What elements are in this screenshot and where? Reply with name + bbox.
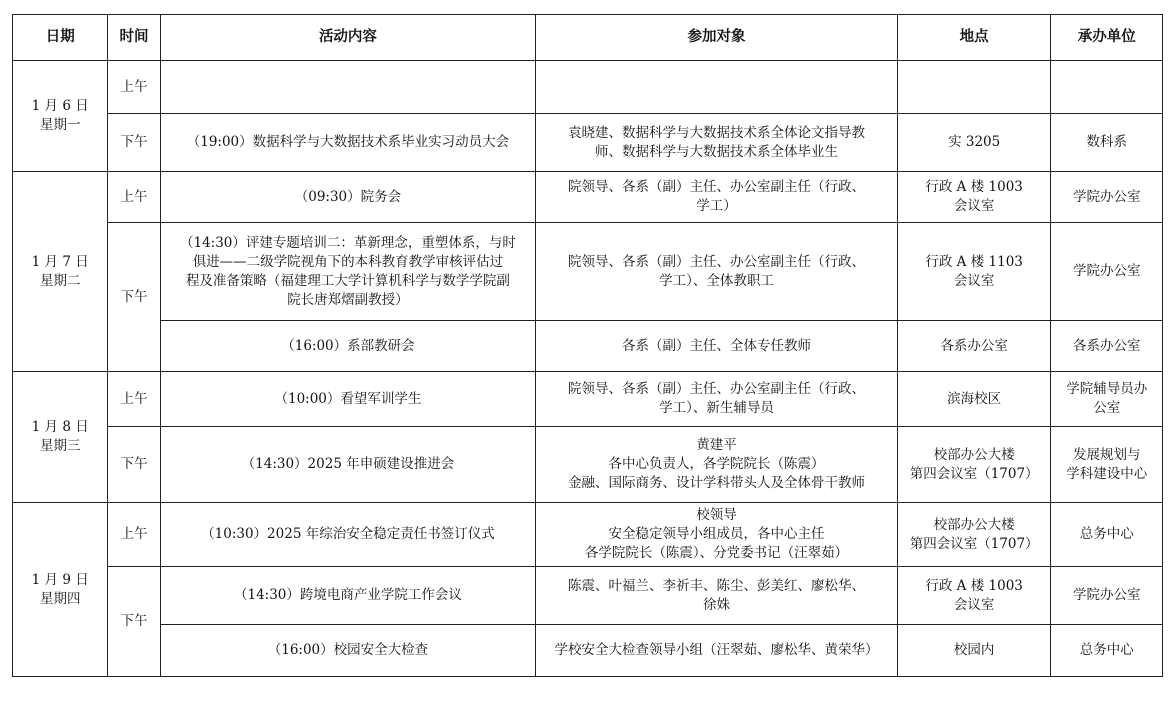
header-activity: 活动内容 [160, 15, 536, 61]
location-cell: 校园内 [897, 625, 1051, 677]
table-row [13, 114, 1163, 172]
location-cell: 滨海校区 [897, 372, 1051, 427]
table-row [13, 625, 1163, 677]
location-cell: 行政 A 楼 1003 会议室 [897, 567, 1051, 625]
participants-cell: 院领导、各系（副）主任、办公室副主任（行政、 学工）、新生辅导员 [536, 372, 898, 427]
organizer-cell: 总务中心 [1051, 625, 1163, 677]
date-cell: 1 月 9 日 星期四 [13, 503, 108, 677]
activity-cell: （09:30）院务会 [160, 172, 536, 223]
location-cell: 实 3205 [897, 114, 1051, 172]
header-participants: 参加对象 [536, 15, 898, 61]
organizer-cell: 学院办公室 [1051, 223, 1163, 321]
participants-cell: 黄建平 各中心负责人，各学院院长（陈震） 金融、国际商务、设计学科带头人及全体骨干教师 [536, 427, 898, 503]
date-cell: 1 月 6 日 星期一 [13, 61, 108, 172]
period-cell: 上午 [108, 503, 160, 567]
organizer-cell: 总务中心 [1051, 503, 1163, 567]
table-row [13, 61, 1163, 114]
activity-cell: （16:00）校园安全大检查 [160, 625, 536, 677]
participants-cell: 校领导 安全稳定领导小组成员，各中心主任 各学院院长（陈震）、分党委书记（汪翠茹） [536, 503, 898, 567]
period-cell: 下午 [108, 567, 160, 677]
participants-cell [536, 61, 898, 114]
participants-cell: 陈震、叶福兰、李祈丰、陈尘、彭美红、廖松华、 徐姝 [536, 567, 898, 625]
activity-cell: （19:00）数据科学与大数据技术系毕业实习动员大会 [160, 114, 536, 172]
table-row [13, 321, 1163, 372]
location-cell [897, 61, 1051, 114]
table-row [13, 223, 1163, 321]
organizer-cell: 学院办公室 [1051, 172, 1163, 223]
table-row [13, 567, 1163, 625]
participants-cell: 学校安全大检查领导小组（汪翠茹、廖松华、黄荣华） [536, 625, 898, 677]
participants-cell: 院领导、各系（副）主任、办公室副主任（行政、 学工） [536, 172, 898, 223]
activity-cell: （14:30）2025 年申硕建设推进会 [160, 427, 536, 503]
period-cell: 上午 [108, 172, 160, 223]
location-cell: 行政 A 楼 1103 会议室 [897, 223, 1051, 321]
header-time: 时间 [108, 15, 160, 61]
activity-cell: （16:00）系部教研会 [160, 321, 536, 372]
header-organizer: 承办单位 [1051, 15, 1163, 61]
date-cell: 1 月 7 日 星期二 [13, 172, 108, 372]
location-cell: 校部办公大楼 第四会议室（1707） [897, 503, 1051, 567]
header-location: 地点 [897, 15, 1051, 61]
organizer-cell [1051, 61, 1163, 114]
location-cell: 校部办公大楼 第四会议室（1707） [897, 427, 1051, 503]
table-row [13, 372, 1163, 427]
schedule-table [12, 14, 1163, 677]
location-cell: 行政 A 楼 1003 会议室 [897, 172, 1051, 223]
table-row [13, 427, 1163, 503]
period-cell: 上午 [108, 61, 160, 114]
period-cell: 下午 [108, 427, 160, 503]
participants-cell: 袁晓建、数据科学与大数据技术系全体论文指导教 师、数据科学与大数据技术系全体毕业生 [536, 114, 898, 172]
activity-cell: （10:30）2025 年综治安全稳定责任书签订仪式 [160, 503, 536, 567]
date-cell: 1 月 8 日 星期三 [13, 372, 108, 503]
organizer-cell: 各系办公室 [1051, 321, 1163, 372]
location-cell: 各系办公室 [897, 321, 1051, 372]
header-row [13, 15, 1163, 61]
organizer-cell: 学院办公室 [1051, 567, 1163, 625]
organizer-cell: 发展规划与 学科建设中心 [1051, 427, 1163, 503]
header-date: 日期 [13, 15, 108, 61]
period-cell: 上午 [108, 372, 160, 427]
activity-cell: （10:00）看望军训学生 [160, 372, 536, 427]
organizer-cell: 数科系 [1051, 114, 1163, 172]
participants-cell: 各系（副）主任、全体专任教师 [536, 321, 898, 372]
table-row [13, 172, 1163, 223]
organizer-cell: 学院辅导员办 公室 [1051, 372, 1163, 427]
period-cell: 下午 [108, 114, 160, 172]
period-cell: 下午 [108, 223, 160, 372]
activity-cell: （14:30）跨境电商产业学院工作会议 [160, 567, 536, 625]
activity-cell: （14:30）评建专题培训二：革新理念，重塑体系，与时 俱进——二级学院视角下的本科教育教学审核评估过 程及准备策略（福建理工大学计算机科学与数学学院副 院长唐郑熠副教授） [160, 223, 536, 321]
participants-cell: 院领导、各系（副）主任、办公室副主任（行政、 学工）、全体教职工 [536, 223, 898, 321]
table-row [13, 503, 1163, 567]
activity-cell [160, 61, 536, 114]
